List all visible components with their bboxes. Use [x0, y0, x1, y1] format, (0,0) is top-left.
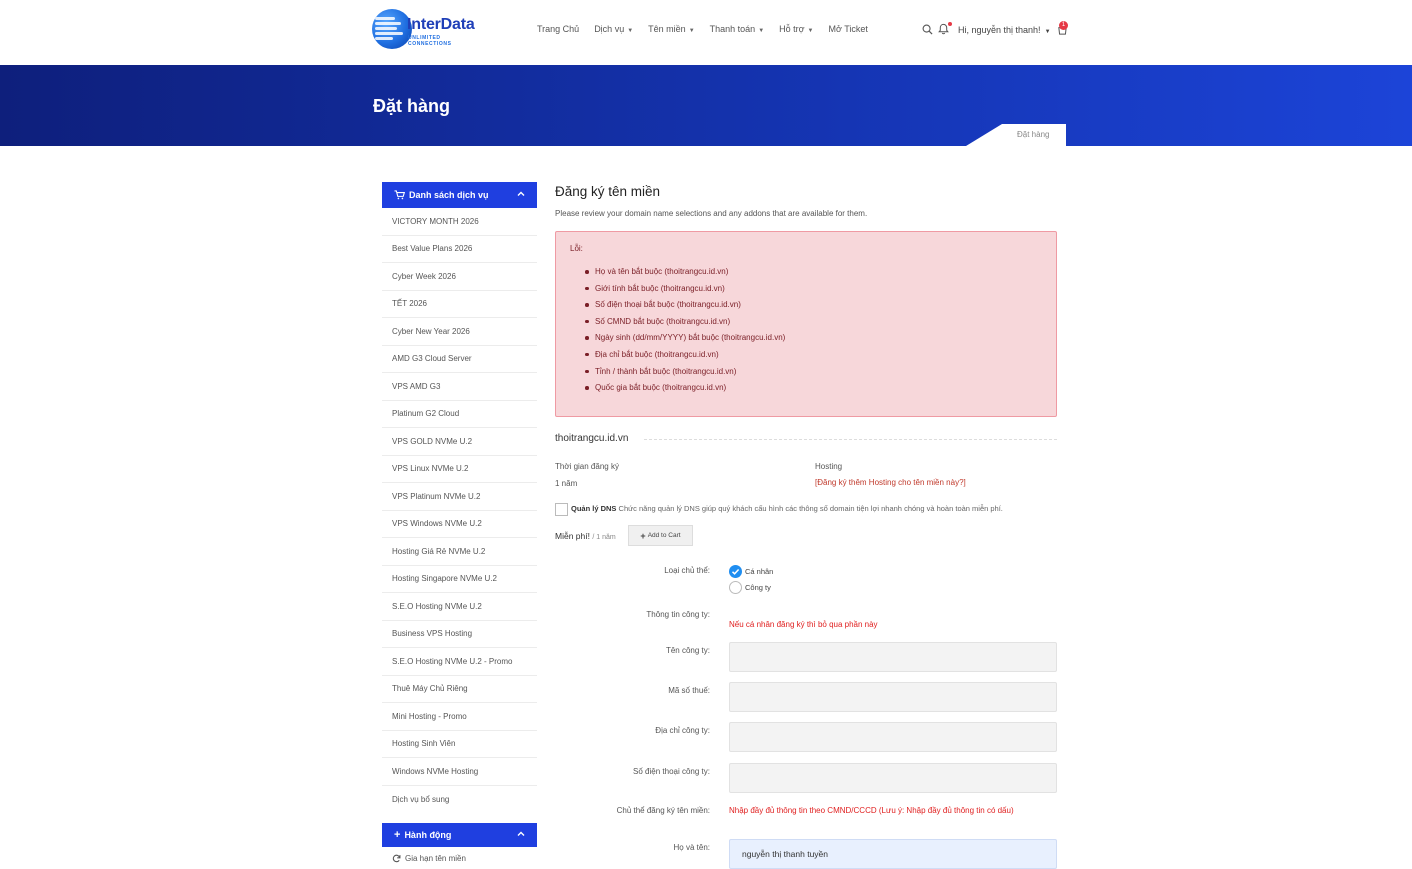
error-item: Số CMND bắt buộc (thoitrangcu.id.vn) — [595, 317, 785, 334]
sidebar-item[interactable]: Best Value Plans 2026 — [382, 236, 537, 264]
sidebar-item[interactable]: VICTORY MONTH 2026 — [382, 208, 537, 236]
error-item: Số điện thoại bắt buộc (thoitrangcu.id.vn) — [595, 300, 785, 317]
services-panel-title: Danh sách dịch vụ — [409, 190, 489, 200]
sidebar-item[interactable]: Platinum G2 Cloud — [382, 401, 537, 429]
sidebar-services — [382, 182, 537, 813]
company-info-label: Thông tin công ty: — [646, 610, 710, 619]
company-address-label: Địa chỉ công ty: — [655, 726, 710, 735]
renew-domain-link[interactable]: Gia hạn tên miền — [382, 847, 537, 869]
hosting-label: Hosting — [815, 462, 843, 471]
main-nav — [537, 24, 868, 38]
caret-down-icon: ▼ — [627, 28, 634, 34]
logo-tagline: UNLIMITED CONNECTIONS — [408, 35, 452, 47]
top-header — [0, 0, 1412, 65]
nav-billing[interactable]: Thanh toán ▼ — [709, 24, 765, 34]
plus-icon: + — [394, 828, 401, 841]
reg-period-label: Thời gian đăng ký — [555, 462, 619, 471]
alert-title: Lỗi: — [570, 244, 583, 253]
sidebar-item[interactable]: Mini Hosting - Promo — [382, 703, 537, 731]
sidebar-item[interactable]: VPS Platinum NVMe U.2 — [382, 483, 537, 511]
radio-personal[interactable] — [729, 565, 742, 578]
services-list — [382, 208, 537, 813]
sidebar-item[interactable]: S.E.O Hosting NVMe U.2 — [382, 593, 537, 621]
dns-description — [571, 504, 1003, 513]
domain-name: thoitrangcu.id.vn — [555, 433, 629, 444]
sidebar-item[interactable]: Cyber Week 2026 — [382, 263, 537, 291]
error-item: Giới tính bắt buộc (thoitrangcu.id.vn) — [595, 284, 785, 301]
sidebar-item[interactable]: TẾT 2026 — [382, 291, 537, 319]
add-hosting-link[interactable]: [Đăng ký thêm Hosting cho tên miền này?] — [815, 478, 966, 487]
company-address-input[interactable] — [729, 722, 1057, 752]
cart-count-badge: 1 — [1059, 21, 1068, 30]
radio-personal-label: Cá nhân — [745, 567, 774, 576]
caret-down-icon: ▼ — [688, 28, 695, 34]
dns-checkbox[interactable] — [555, 503, 568, 516]
page-banner — [0, 65, 1412, 146]
sidebar-item[interactable]: Cyber New Year 2026 — [382, 318, 537, 346]
sidebar-item[interactable]: Hosting Giá Rẻ NVMe U.2 — [382, 538, 537, 566]
reg-period-value: 1 năm — [555, 479, 578, 488]
sidebar-item[interactable]: Hosting Sinh Viên — [382, 731, 537, 759]
plus-icon: + — [640, 530, 646, 541]
chevron-up-icon[interactable] — [516, 189, 526, 201]
error-alert — [555, 231, 1057, 417]
dns-desc-text: Chức năng quản lý DNS giúp quý khách cấu hình các thông số domain tiện lợi nhanh chóng và hoàn toàn miễn phí. — [618, 504, 1003, 513]
services-panel-header[interactable] — [382, 182, 537, 208]
tax-code-input[interactable] — [729, 682, 1057, 712]
caret-down-icon: ▼ — [1044, 29, 1051, 35]
notification-dot — [948, 22, 952, 26]
fullname-label: Họ và tên: — [673, 843, 710, 852]
add-to-cart-button[interactable]: + Add to Cart — [628, 525, 693, 546]
search-icon[interactable] — [922, 24, 933, 37]
sidebar-item[interactable]: Hosting Singapore NVMe U.2 — [382, 566, 537, 594]
nav-support[interactable]: Hỗ trợ ▼ — [779, 24, 814, 34]
registrant-note: Nhập đầy đủ thông tin theo CMND/CCCD (Lưu ý: Nhập đầy đủ thông tin có dấu) — [729, 806, 1014, 815]
interdata-logo[interactable] — [372, 9, 484, 51]
owner-type-label: Loại chủ thể: — [664, 566, 710, 575]
company-info-note: Nếu cá nhân đăng ký thì bỏ qua phần này — [729, 620, 878, 629]
nav-open-ticket[interactable]: Mở Ticket — [828, 24, 868, 34]
breadcrumb-tab — [966, 124, 1066, 146]
cart-icon — [394, 190, 405, 200]
user-greeting[interactable]: Hi, nguyễn thị thanh! ▼ — [958, 25, 1051, 35]
actions-panel-title: Hành động — [404, 830, 452, 840]
error-item: Tỉnh / thành bắt buộc (thoitrangcu.id.vn) — [595, 367, 785, 384]
fullname-input[interactable]: nguyễn thị thanh tuyền — [729, 839, 1057, 869]
page-title: Đặt hàng — [373, 96, 451, 116]
chevron-up-icon[interactable] — [516, 829, 526, 841]
registrant-label: Chủ thể đăng ký tên miền: — [616, 806, 710, 815]
sidebar-item[interactable]: Dịch vụ bổ sung — [392, 794, 450, 804]
check-icon — [729, 565, 742, 578]
intro-text: Please review your domain name selections and any addons that are available for them. — [555, 209, 868, 218]
header-right — [922, 21, 1068, 39]
sidebar-actions — [382, 823, 537, 869]
sidebar-item[interactable]: Windows NVMe Hosting — [382, 758, 537, 786]
company-phone-label: Số điện thoại công ty: — [633, 767, 710, 776]
error-item: Địa chỉ bắt buộc (thoitrangcu.id.vn) — [595, 350, 785, 367]
caret-down-icon: ▼ — [758, 28, 765, 34]
sidebar-item[interactable]: VPS AMD G3 — [382, 373, 537, 401]
sidebar-item[interactable]: AMD G3 Cloud Server — [382, 346, 537, 374]
section-title: Đăng ký tên miền — [555, 184, 661, 199]
breadcrumb[interactable]: Đặt hàng — [1017, 130, 1050, 139]
dns-title: Quản lý DNS — [571, 504, 617, 513]
company-phone-input[interactable] — [729, 763, 1057, 793]
sidebar-item[interactable]: Business VPS Hosting — [382, 621, 537, 649]
company-name-label: Tên công ty: — [665, 646, 710, 655]
sidebar-item[interactable]: S.E.O Hosting NVMe U.2 - Promo — [382, 648, 537, 676]
nav-services[interactable]: Dịch vụ ▼ — [594, 24, 634, 34]
actions-panel-header[interactable] — [382, 823, 537, 847]
logo-text: InterData — [407, 16, 475, 33]
free-price: Miễn phí! / 1 năm — [555, 531, 616, 541]
sidebar-item[interactable]: VPS GOLD NVMe U.2 — [382, 428, 537, 456]
company-name-input[interactable] — [729, 642, 1057, 672]
error-item: Họ và tên bắt buộc (thoitrangcu.id.vn) — [595, 267, 785, 284]
error-item: Ngày sinh (dd/mm/YYYY) bắt buộc (thoitrangcu.id.vn) — [595, 333, 785, 350]
refresh-icon — [392, 854, 401, 863]
error-item: Quốc gia bắt buộc (thoitrangcu.id.vn) — [595, 383, 785, 400]
globe-icon — [372, 9, 412, 49]
tax-code-label: Mã số thuế: — [668, 686, 710, 695]
bell-icon[interactable] — [938, 23, 949, 37]
sidebar-item[interactable]: Thuê Máy Chủ Riêng — [382, 676, 537, 704]
error-list — [595, 267, 785, 400]
sidebar-item[interactable]: VPS Linux NVMe U.2 — [382, 456, 537, 484]
radio-company-label: Công ty — [745, 583, 771, 592]
divider — [644, 439, 1057, 440]
nav-home[interactable]: Trang Chủ — [537, 24, 580, 34]
sidebar-item[interactable]: VPS Windows NVMe U.2 — [382, 511, 537, 539]
radio-company[interactable] — [729, 581, 742, 594]
nav-domains[interactable]: Tên miền ▼ — [648, 24, 695, 34]
caret-down-icon: ▼ — [807, 28, 814, 34]
